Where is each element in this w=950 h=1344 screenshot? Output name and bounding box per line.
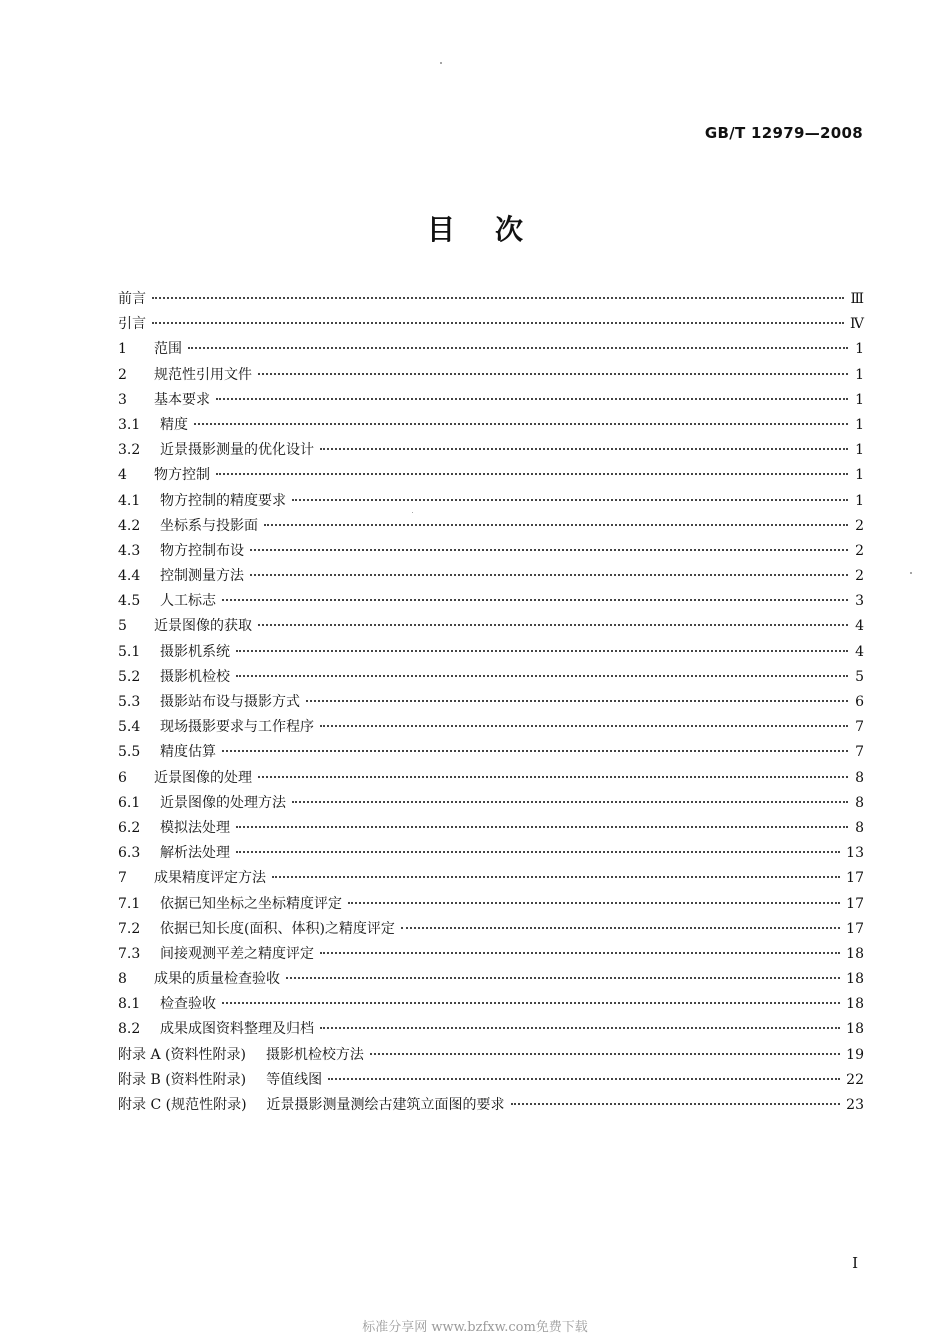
dot-leader (216, 472, 848, 475)
toc-entry-label: 引言 (118, 316, 146, 333)
toc-entry[interactable] (118, 892, 864, 917)
toc-entry-label: 控制测量方法 (160, 568, 244, 585)
toc-entry[interactable] (118, 413, 864, 438)
toc-entry[interactable] (118, 917, 864, 942)
toc-entry-page: 6 (855, 694, 864, 710)
dot-leader (292, 800, 848, 803)
toc-entry-number: 7.2 (118, 920, 141, 937)
toc-entry-page: 18 (846, 971, 864, 988)
dot-leader (188, 346, 848, 349)
toc-entry-label: 精度 (160, 416, 188, 433)
toc-entry-label: 近景摄影测量的优化设计 (160, 442, 314, 459)
toc-entry-label: 检查验收 (160, 996, 216, 1013)
dot-leader (216, 397, 848, 400)
toc-entry-number: 4.2 (118, 517, 141, 534)
toc-entry-page: 23 (846, 1097, 864, 1113)
toc-entry[interactable] (118, 866, 864, 891)
toc-entry-page: 17 (846, 920, 864, 937)
toc-entry-page: 1 (855, 416, 864, 433)
toc-entry[interactable] (118, 816, 864, 841)
toc-entry-number: 5 (118, 618, 127, 635)
scan-speck (910, 572, 912, 574)
toc-entry-page: 1 (855, 391, 864, 408)
toc-entry-page: 2 (855, 568, 864, 585)
standard-code: GB/T 12979—2008 (704, 124, 863, 142)
scan-speck (440, 62, 442, 64)
toc-entry[interactable] (118, 690, 864, 715)
toc-entry-label: 依据已知长度(面积、体积)之精度评定 (160, 920, 395, 937)
dot-leader (328, 1077, 840, 1080)
page-title: 目次 (426, 213, 563, 246)
toc-entry-number: 4.4 (118, 568, 141, 585)
toc-entry-page: 8 (855, 769, 864, 786)
toc-entry-number: 2 (118, 366, 127, 383)
toc-entry[interactable] (118, 1093, 864, 1118)
toc-entry[interactable] (118, 337, 864, 362)
toc-entry-number: 1 (118, 341, 127, 358)
dot-leader (194, 422, 848, 425)
toc-entry-page: 1 (855, 442, 864, 459)
dot-leader (370, 1052, 840, 1055)
dot-leader (236, 825, 848, 828)
toc-entry[interactable] (118, 589, 864, 614)
toc-entry-number: 3.1 (118, 416, 141, 433)
toc-entry-label: 摄影机系统 (160, 643, 230, 660)
toc-entry-number: 5.2 (118, 668, 141, 685)
toc-entry-label: 前言 (118, 291, 146, 307)
toc-entry-page: 2 (855, 517, 864, 534)
dot-leader (222, 1001, 840, 1004)
toc-entry-number: 3 (118, 391, 127, 408)
toc-entry[interactable] (118, 967, 864, 992)
toc-entry[interactable] (118, 514, 864, 539)
toc-entry-page: 4 (855, 618, 864, 635)
toc-entry[interactable] (118, 564, 864, 589)
toc-entry-page: 1 (855, 467, 864, 484)
toc-entry-page: 19 (846, 1046, 864, 1063)
dot-leader (250, 548, 848, 551)
toc-entry[interactable] (118, 539, 864, 564)
toc-entry-number: 5.5 (118, 744, 141, 761)
toc-entry[interactable] (118, 363, 864, 388)
toc-entry-number: 4.1 (118, 492, 141, 509)
dot-leader (306, 699, 848, 702)
dot-leader (222, 598, 848, 601)
toc-entry-label: 依据已知坐标之坐标精度评定 (160, 895, 342, 912)
toc-entry-number: 6 (118, 769, 127, 786)
toc-entry-number: 附录 B (资料性附录) (118, 1071, 247, 1088)
toc-entry-label: 物方控制布设 (160, 542, 244, 559)
page-number: I (852, 1254, 858, 1272)
toc-entry-page: 3 (855, 593, 864, 610)
dot-leader (236, 649, 848, 652)
toc-entry-label: 摄影站布设与摄影方式 (160, 694, 300, 710)
dot-leader (222, 749, 848, 752)
toc-entry-label: 规范性引用文件 (154, 366, 252, 383)
dot-leader (348, 901, 840, 904)
toc-entry-number: 6.1 (118, 794, 141, 811)
dot-leader (258, 775, 848, 778)
toc-entry-number: 6.3 (118, 845, 141, 862)
toc-entry[interactable] (118, 287, 864, 312)
toc-entry-number: 8 (118, 971, 127, 988)
dot-leader (152, 321, 844, 324)
dot-leader (511, 1102, 841, 1105)
dot-leader (272, 875, 840, 878)
toc-entry[interactable] (118, 942, 864, 967)
dot-leader (152, 296, 844, 299)
toc-entry-label: 人工标志 (160, 593, 216, 610)
toc-entry-page: 7 (855, 744, 864, 761)
toc-entry-number: 5.3 (118, 694, 141, 710)
toc-entry[interactable] (118, 1043, 864, 1068)
dot-leader (258, 623, 848, 626)
dot-leader (320, 1026, 840, 1029)
toc-entry-page: 13 (846, 845, 864, 862)
toc-entry-label: 坐标系与投影面 (160, 517, 258, 534)
toc-entry[interactable] (118, 640, 864, 665)
toc-entry-number: 7 (118, 870, 127, 887)
toc-entry[interactable] (118, 791, 864, 816)
toc-entry-label: 模拟法处理 (160, 819, 230, 836)
dot-leader (236, 674, 848, 677)
toc-entry-page: 17 (846, 895, 864, 912)
dot-leader (320, 447, 848, 450)
toc-entry-label: 近景图像的处理 (154, 769, 252, 786)
toc-entry-page: 17 (846, 870, 864, 887)
toc-entry-number: 5.4 (118, 719, 141, 736)
toc-entry[interactable] (118, 715, 864, 740)
toc-entry[interactable] (118, 489, 864, 514)
toc-entry-label: 成果精度评定方法 (154, 870, 266, 887)
toc-entry-page: 1 (855, 492, 864, 509)
table-of-contents (118, 287, 864, 1118)
toc-entry-number: 7.1 (118, 895, 141, 912)
toc-entry-label: 等值线图 (266, 1071, 323, 1088)
toc-entry[interactable] (118, 614, 864, 639)
dot-leader (292, 498, 848, 501)
toc-entry-number: 7.3 (118, 945, 141, 962)
toc-entry-page: 8 (855, 794, 864, 811)
toc-entry-number: 附录 A (资料性附录) (118, 1046, 246, 1063)
toc-entry[interactable] (118, 463, 864, 488)
toc-entry-number: 附录 C (规范性附录) (118, 1097, 247, 1113)
toc-entry-page: 1 (855, 366, 864, 383)
toc-entry-label: 精度估算 (160, 744, 216, 761)
toc-entry-label: 现场摄影要求与工作程序 (160, 719, 314, 736)
toc-entry-number: 5.1 (118, 643, 141, 660)
toc-entry-label: 物方控制的精度要求 (160, 492, 286, 509)
dot-leader (401, 926, 840, 929)
toc-entry-label: 范围 (154, 341, 182, 358)
toc-entry[interactable] (118, 1017, 864, 1042)
toc-entry-page: 1 (855, 341, 864, 358)
dot-leader (320, 724, 848, 727)
toc-entry-label: 摄影机检校方法 (265, 1046, 364, 1063)
toc-entry-number: 8.2 (118, 1021, 141, 1038)
toc-entry[interactable] (118, 841, 864, 866)
toc-entry-number: 8.1 (118, 996, 141, 1013)
scan-speck (412, 512, 413, 513)
toc-entry-page: 18 (846, 945, 864, 962)
toc-entry-label: 基本要求 (154, 391, 210, 408)
toc-entry-label: 近景图像的处理方法 (160, 794, 286, 811)
toc-entry-number: 3.2 (118, 442, 141, 459)
toc-entry-page: 4 (855, 643, 864, 660)
toc-entry-label: 解析法处理 (160, 845, 230, 862)
toc-entry-label: 成果成图资料整理及归档 (160, 1021, 314, 1038)
toc-entry[interactable] (118, 665, 864, 690)
toc-entry-label: 间接观测平差之精度评定 (160, 945, 314, 962)
dot-leader (320, 951, 840, 954)
toc-entry[interactable] (118, 740, 864, 765)
toc-entry-page: 18 (846, 996, 864, 1013)
toc-entry-label: 物方控制 (154, 467, 210, 484)
toc-entry-page: 22 (846, 1071, 864, 1088)
toc-entry[interactable] (118, 438, 864, 463)
toc-entry-page: Ⅲ (850, 291, 864, 307)
toc-entry-page: 8 (855, 819, 864, 836)
toc-entry-number: 4 (118, 467, 127, 484)
toc-entry-page: 5 (855, 668, 864, 685)
toc-entry-page: 18 (846, 1021, 864, 1038)
toc-entry-page: 2 (855, 542, 864, 559)
dot-leader (264, 523, 848, 526)
dot-leader (250, 573, 848, 576)
toc-entry[interactable] (118, 1068, 864, 1093)
toc-entry-number: 6.2 (118, 819, 141, 836)
toc-entry[interactable] (118, 388, 864, 413)
toc-entry-page: 7 (855, 719, 864, 736)
toc-entry-page: Ⅳ (850, 316, 864, 333)
toc-entry-label: 近景图像的获取 (154, 618, 252, 635)
dot-leader (258, 372, 848, 375)
dot-leader (236, 850, 840, 853)
toc-entry[interactable] (118, 312, 864, 337)
toc-entry-label: 近景摄影测量测绘古建筑立面图的要求 (266, 1097, 505, 1113)
toc-entry[interactable] (118, 992, 864, 1017)
toc-entry-number: 4.5 (118, 593, 141, 610)
toc-entry-label: 成果的质量检查验收 (154, 971, 280, 988)
dot-leader (286, 976, 840, 979)
toc-entry[interactable] (118, 766, 864, 791)
toc-entry-label: 摄影机检校 (160, 668, 230, 685)
toc-entry-number: 4.3 (118, 542, 141, 559)
watermark: 标准分享网 www.bzfxw.com免费下载 (362, 1320, 588, 1335)
